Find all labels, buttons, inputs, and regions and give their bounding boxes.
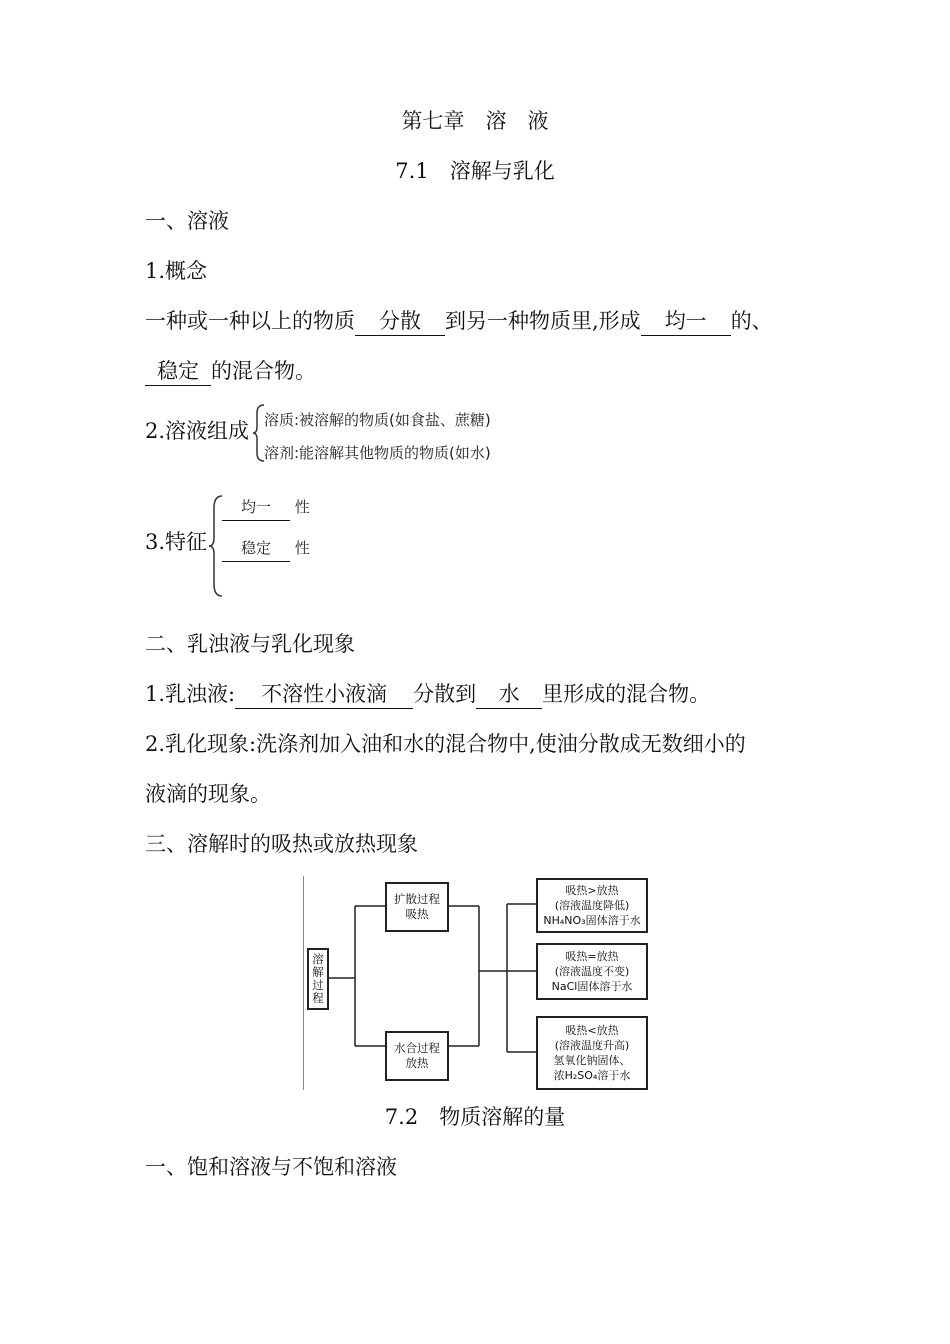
- result2-line2: (溶液温度不变): [554, 965, 630, 978]
- blank-droplets: 不溶性小液滴: [235, 680, 413, 709]
- dissolution-diagram: [303, 876, 648, 1090]
- result3-line2: (溶液温度升高): [554, 1039, 630, 1052]
- result2-line3: NaCl固体溶于水: [551, 980, 633, 993]
- concept-text-3: 的、: [730, 309, 773, 333]
- blank-stable: 稳定: [145, 357, 211, 386]
- result1-line1: 吸热>放热: [565, 884, 619, 897]
- result-box-absorb: [536, 878, 648, 933]
- result2-line1: 吸热=放热: [565, 950, 619, 963]
- heading-features: 3.特征: [145, 530, 208, 554]
- concept-text-4: 的混合物。: [211, 359, 316, 383]
- root-char-3: 过: [312, 978, 324, 992]
- feature-2: [222, 533, 310, 563]
- result3-line3: 氢氧化钠固体、: [553, 1054, 631, 1067]
- emulsion-line: [145, 679, 710, 709]
- diffusion-box: [385, 882, 449, 932]
- emulsion-text-3: 里形成的混合物。: [542, 682, 711, 706]
- section-title-7-2: 7.2 物质溶解的量: [384, 1105, 566, 1129]
- concept-text-1: 一种或一种以上的物质: [145, 309, 355, 333]
- feature-1: [222, 492, 310, 522]
- heading-emulsion: 二、乳浊液与乳化现象: [145, 632, 355, 656]
- result1-line3: NH₄NO₃固体溶于水: [543, 914, 641, 927]
- hydration-label: 水合过程: [394, 1041, 440, 1055]
- chapter-title: 第七章 溶 液: [401, 109, 549, 133]
- root-char-1: 溶: [312, 952, 324, 966]
- section-title-7-1: 7.1 溶解与乳化: [395, 159, 555, 183]
- solvent-def: 溶剂:能溶解其他物质的物质(如水): [264, 444, 491, 462]
- emulsion-text-2: 分散到: [413, 682, 477, 706]
- emulsion-text-1: 1.乳浊液:: [145, 682, 236, 706]
- root-char-4: 程: [312, 991, 324, 1005]
- blank-disperse: 分散: [355, 307, 445, 336]
- concept-line-2: [145, 356, 316, 386]
- result-box-equal: [536, 943, 648, 1000]
- hydration-box: [385, 1031, 449, 1081]
- concept-line-1: [145, 306, 773, 336]
- emulsification-line-2: 液滴的现象。: [145, 782, 271, 806]
- heading-solution: 一、溶液: [145, 209, 229, 233]
- result3-line4: 浓H₂SO₄溶于水: [553, 1069, 631, 1082]
- result-box-release: [536, 1016, 648, 1090]
- heading-concept: 1.概念: [145, 259, 208, 283]
- feature-1-blank: 均一: [222, 494, 290, 521]
- root-box: [307, 948, 329, 1010]
- feature-2-suffix: 性: [294, 539, 310, 557]
- result1-line2: (溶液温度降低): [554, 899, 630, 912]
- feature-1-suffix: 性: [294, 498, 310, 516]
- result3-line1: 吸热<放热: [565, 1024, 619, 1037]
- heading-saturated: 一、饱和溶液与不饱和溶液: [145, 1155, 397, 1179]
- heading-heat: 三、溶解时的吸热或放热现象: [145, 832, 418, 856]
- diffusion-label: 扩散过程: [394, 892, 440, 906]
- diffusion-effect: 吸热: [405, 907, 429, 921]
- emulsification-line-1: 2.乳化现象:洗涤剂加入油和水的混合物中,使油分散成无数细小的: [145, 732, 746, 756]
- concept-text-2: 到另一种物质里,形成: [445, 309, 641, 333]
- blank-water: 水: [476, 680, 542, 709]
- blank-uniform: 均一: [641, 307, 731, 336]
- solute-def: 溶质:被溶解的物质(如食盐、蔗糖): [264, 411, 491, 429]
- root-char-2: 解: [312, 965, 324, 979]
- heading-composition: 2.溶液组成: [145, 419, 250, 443]
- hydration-effect: 放热: [405, 1056, 429, 1070]
- feature-2-blank: 稳定: [222, 535, 290, 562]
